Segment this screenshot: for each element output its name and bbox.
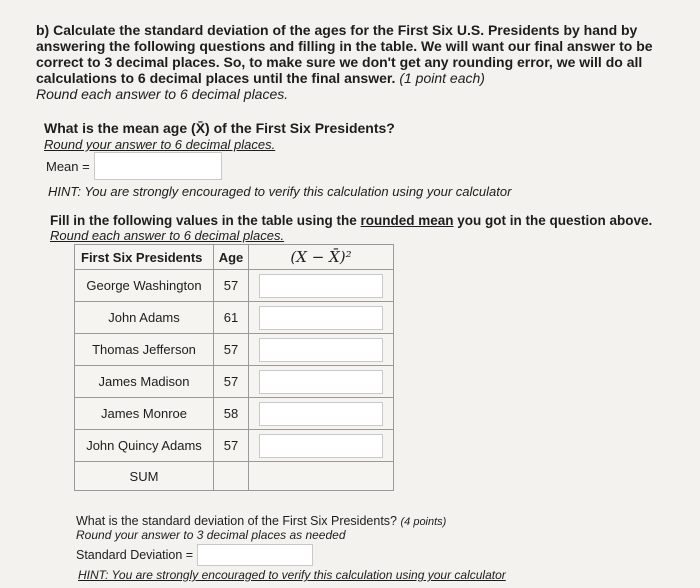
sd-round-note: Round your answer to 3 decimal places as needed [76,528,346,542]
sd-question [76,514,446,542]
mean-question-title: What is the mean age (X̄) of the First Six Presidents? [44,120,395,136]
sd-question-title: What is the standard deviation of the First Six Presidents? [76,514,397,528]
header-age: Age [214,245,249,270]
sd-input[interactable] [197,544,313,566]
squared-deviation-cell [249,398,394,430]
table-question [50,213,652,243]
president-name: George Washington [75,270,214,302]
sd-answer-row [76,544,313,566]
sd-hint: HINT: You are strongly encouraged to verify this calculation using your calculator [78,568,506,582]
mean-round-note: Round your answer to 6 decimal places. [44,137,276,152]
squared-deviation-cell [249,366,394,398]
intro-points: (1 point each) [399,70,485,86]
squared-deviation-input[interactable] [259,274,383,298]
squared-deviation-input[interactable] [259,434,383,458]
table-row [75,430,394,462]
president-name: John Quincy Adams [75,430,214,462]
rounded-mean-link: rounded mean [360,213,454,228]
squared-deviation-cell [249,430,394,462]
sum-value-cell [249,462,394,491]
squared-deviation-input[interactable] [259,338,383,362]
header-presidents: First Six Presidents [75,245,214,270]
squared-deviation-input[interactable] [259,402,383,426]
sum-row [75,462,394,491]
table-question-title-end: you got in the question above. [453,213,653,228]
squared-deviation-cell [249,270,394,302]
president-age: 57 [214,270,249,302]
president-age: 57 [214,334,249,366]
president-name: James Monroe [75,398,214,430]
president-name: John Adams [75,302,214,334]
table-row [75,366,394,398]
table-row [75,398,394,430]
table-header-row [75,245,394,270]
president-age: 58 [214,398,249,430]
mean-input[interactable] [94,152,222,180]
president-age: 57 [214,366,249,398]
intro-instructions: b) Calculate the standard deviation of the ages for the First Six U.S. Presidents by hand by answering the following questions and filling in the table. We will want our final answer to be correct to 3 decimal places. So, to make sure we don't get any rounding error, we will do all calculations to 6 decimal places until the final answer. [36,22,653,86]
intro-round-note: Round each answer to 6 decimal places. [36,86,289,102]
president-name: James Madison [75,366,214,398]
president-name: Thomas Jefferson [75,334,214,366]
squared-deviation-input[interactable] [259,370,383,394]
deviation-table [74,244,394,491]
squared-deviation-cell [249,334,394,366]
sum-age-cell [214,462,249,491]
president-age: 61 [214,302,249,334]
table-question-title [50,213,652,228]
president-age: 57 [214,430,249,462]
mean-hint: HINT: You are strongly encouraged to verify this calculation using your calculator [48,184,512,199]
table-question-title-start: Fill in the following values in the table using the [50,213,361,228]
table-row [75,302,394,334]
sd-points: (4 points) [400,516,447,528]
mean-question [44,120,395,152]
squared-deviation-input[interactable] [259,306,383,330]
table-row [75,334,394,366]
squared-deviation-cell [249,302,394,334]
table-row [75,270,394,302]
header-squared-deviation: (X − X̄)² [249,245,394,270]
mean-answer-row [46,152,222,180]
sd-label: Standard Deviation = [76,548,194,562]
sum-label: SUM [75,462,214,491]
mean-label: Mean = [46,158,90,174]
table-round-note: Round each answer to 6 decimal places. [50,228,285,243]
intro-block [36,22,686,102]
